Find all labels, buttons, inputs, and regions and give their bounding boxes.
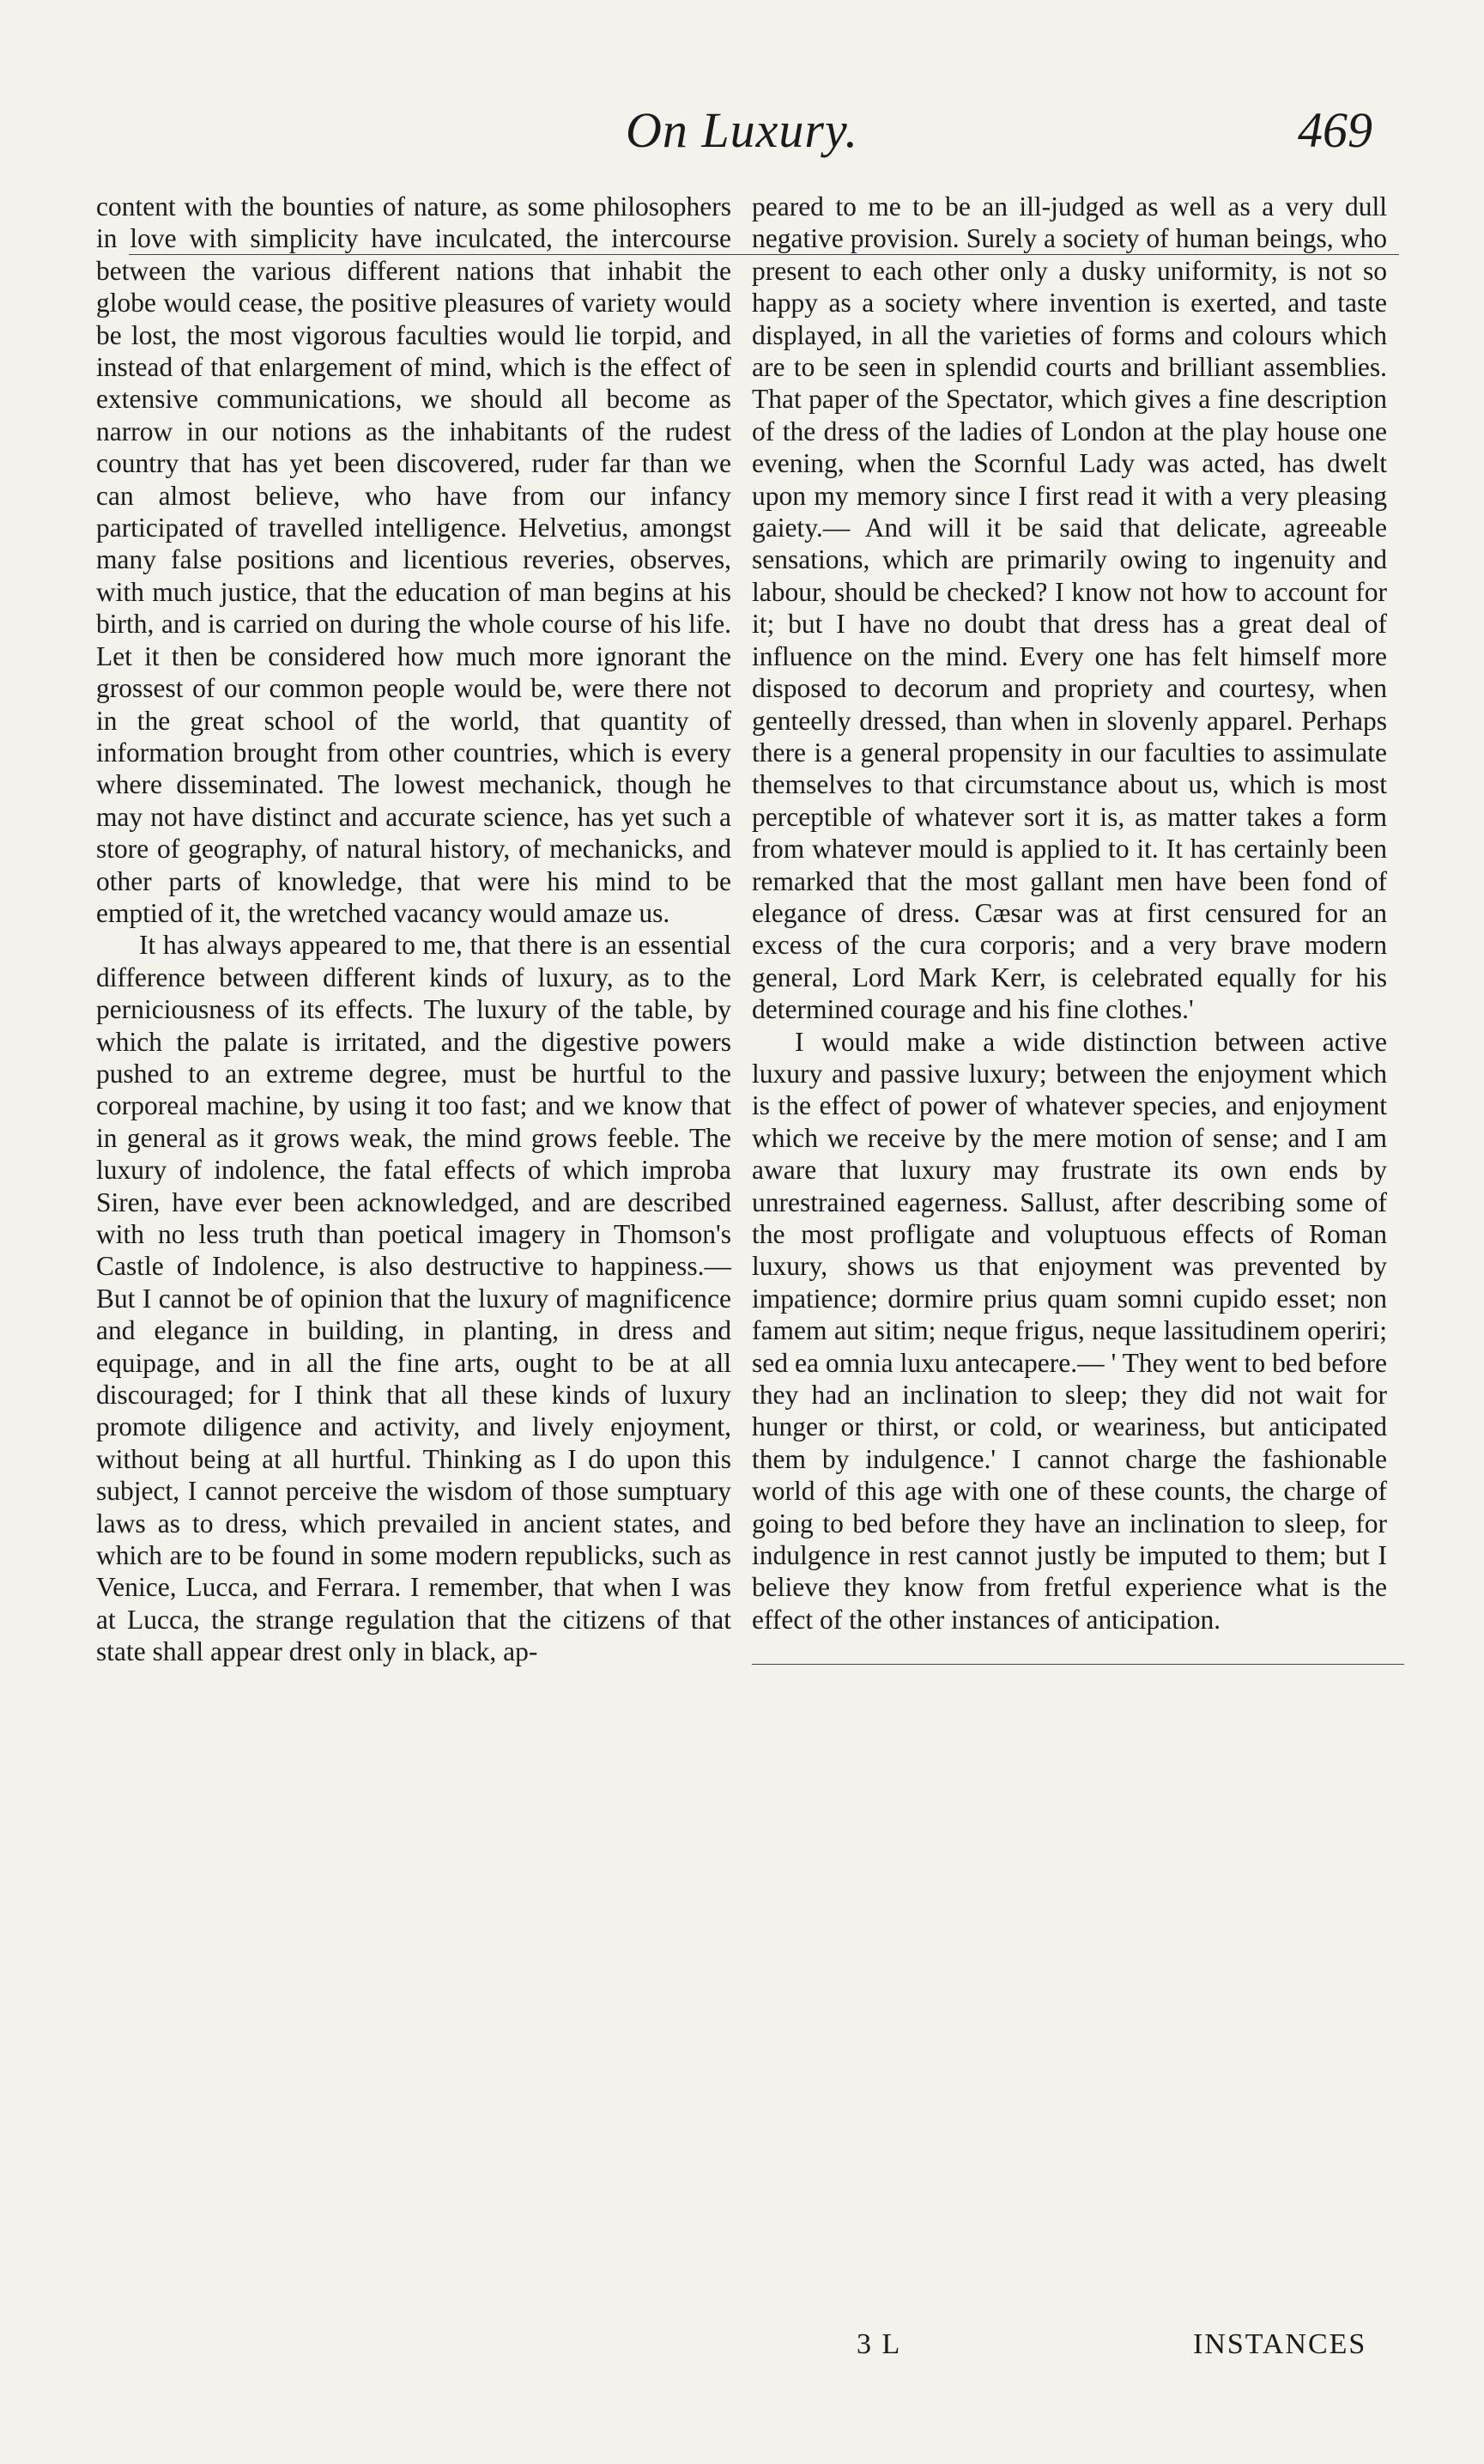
- left-paragraph-1: content with the bounties of nature, as some philosophers in love with simplicity have inculcated, the intercourse between the various different nations that inhabit the globe would cease, the positive pleasures of variety would be lost, the most vigorous faculties would lie torpid, and instead of that enlargement of mind, which is the effect of extensive communications, we should all become as narrow in our notions as the inhabitants of the rudest country that has yet been discovered, ruder far than we can almost believe, who have from our infancy participated of travelled intelligence. Helvetius, amongst many false positions and licentious reveries, observes, with much justice, that the education of man begins at his birth, and is carried on during the whole course of his life. Let it then be considered how much more ignorant the grossest of our common people would be, were there not in the great school of the world, that quantity of information brought from other countries, which is every where disseminated. The lowest mechanick, though he may not have distinct and accurate science, has yet such a store of geography, of natural history, of mechanicks, and other parts of knowledge, that were his mind to be emptied of it, the wretched vacancy would amaze us.: [96, 191, 731, 928]
- left-column: [96, 191, 731, 1668]
- left-paragraph-2: It has always appeared to me, that there is an essential difference between different kinds of luxury, as to the perniciousness of its effects. The luxury of the table, by which the palate is irritated, and the digestive powers pushed to an extreme degree, must be hurtful to the corporeal machine, by using it too fast; and we know that in general as it grows weak, the mind grows feeble. The luxury of indolence, the fatal effects of which improba Siren, have ever been acknowledged, and are described with no less truth than poetical imagery in Thomson's Castle of Indolence, is also destructive to happiness.— But I cannot be of opinion that the luxury of magnificence and elegance in building, in planting, in dress and equipage, and in all the fine arts, ought to be at all discouraged; for I think that all these kinds of luxury promote diligence and activity, and lively enjoyment, without being at all hurtful. Thinking as I do upon this subject, I cannot perceive the wisdom of those sumptuary laws as to dress, which prevailed in ancient states, and which are to be found in some modern republicks, such as Venice, Lucca, and Ferrara. I remember, that when I was at Lucca, the strange regulation that the citizens of that state shall appear drest only in black, ap-: [96, 930, 731, 1667]
- running-title: On Luxury.: [626, 102, 858, 158]
- right-column: [752, 191, 1387, 1636]
- page-number: 469: [1298, 102, 1372, 158]
- ink-rule-middle: [752, 1664, 1404, 1665]
- signature-mark: 3 L: [857, 2328, 902, 2360]
- catchword: INSTANCES: [1193, 2328, 1367, 2360]
- right-paragraph-2: I would make a wide distinction between active luxury and passive luxury; between the enjoyment which is the effect of power of whatever species, and enjoyment which we receive by the mere motion of sense; and I am aware that luxury may frustrate its own ends by unrestrained eagerness. Sallust, after describing some of the most profligate and voluptuous effects of Roman luxury, shows us that enjoyment was prevented by impatience; dormire prius quam somni cupido esset; non famem aut sitim; neque frigus, neque lassitudinem operiri; sed ea omnia luxu antecapere.— ' They went to bed before they had an inclination to sleep; they did not wait for hunger or thirst, or cold, or weariness, but anticipated them by indulgence.' I cannot charge the fashionable world of this age with one of these counts, the charge of going to bed before they have an inclination to sleep, for indulgence in rest cannot justly be imputed to them; but I believe they know from fretful experience what is the effect of the other instances of anticipation.: [752, 1026, 1387, 1635]
- ink-rule-top: [129, 254, 1399, 255]
- right-paragraph-1: peared to me to be an ill-judged as well as a very dull negative provision. Surely a society of human beings, who present to each other only a dusky uniformity, is not so happy as a society where invention is exerted, and taste displayed, in all the varieties of forms and colours which are to be seen in splendid courts and brilliant assemblies. That paper of the Spectator, which gives a fine description of the dress of the ladies of London at the play house one evening, when the Scornful Lady was acted, has dwelt upon my memory since I first read it with a very pleasing gaiety.— And will it be said that delicate, agreeable sensations, which are primarily owing to ingenuity and labour, should be checked? I know not how to account for it; but I have no doubt that dress has a great deal of influence on the mind. Every one has felt himself more disposed to decorum and propriety and courtesy, when genteelly dressed, than when in slovenly apparel. Perhaps there is a general propensity in our faculties to assimulate themselves to that circumstance about us, which is most perceptible of whatever sort it is, as matter takes a form from whatever mould is applied to it. It has certainly been remarked that the most gallant men have been fond of elegance of dress. Cæsar was at first censured for an excess of the cura corporis; and a very brave modern general, Lord Mark Kerr, is celebrated equally for his determined courage and his fine clothes.': [752, 191, 1387, 1025]
